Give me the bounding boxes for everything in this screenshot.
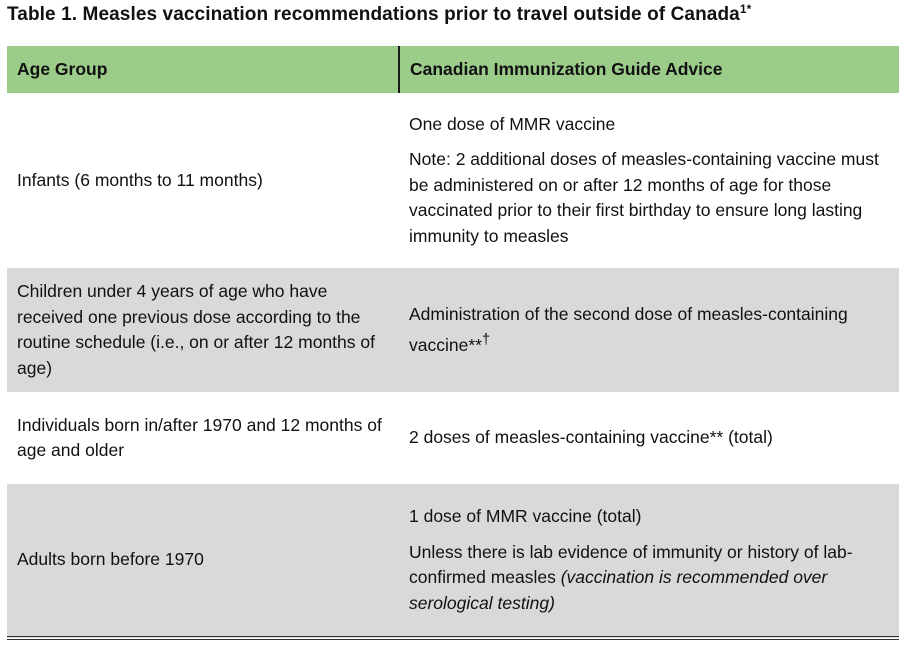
age-group-cell: Children under 4 years of age who have received one previous dose according to the routine schedule (i.e., on or after 12 months of age) xyxy=(7,268,399,392)
advice-note: Note: 2 additional doses of measles-containing vaccine must be administered on or after 12 months of age for those vaccinated prior to their first birthday to ensure long lasting immunity to measles xyxy=(409,149,879,246)
advice-text: One dose of MMR vaccine xyxy=(409,113,616,134)
advice-note xyxy=(409,540,889,617)
advice-cell xyxy=(399,484,899,638)
advice-note-italic: (vaccination is recommended over serological testing) xyxy=(409,567,828,613)
advice-note-main: Unless there is lab evidence of immunity or history of lab-confirmed measles xyxy=(409,541,853,587)
header-guide-advice: Canadian Immunization Guide Advice xyxy=(399,46,899,93)
advice-text: 2 doses of measles-containing vaccine** (total) xyxy=(409,427,773,448)
header-age-group: Age Group xyxy=(7,46,399,93)
advice-footnote-mark: † xyxy=(481,331,491,348)
advice-text xyxy=(409,302,889,358)
table-row xyxy=(7,392,899,484)
age-group-cell: Infants (6 months to 11 months) xyxy=(17,169,263,190)
age-group-cell: Adults born before 1970 xyxy=(7,484,399,638)
table-title xyxy=(7,4,751,26)
advice-text-main: Administration of the second dose of measles-containing vaccine** xyxy=(409,304,848,355)
table-title-superscript: 1* xyxy=(739,2,752,16)
advice-cell xyxy=(399,268,899,392)
table-row xyxy=(7,484,899,638)
table-row xyxy=(7,93,899,268)
advice-text: 1 dose of MMR vaccine (total) xyxy=(409,506,642,526)
table-row xyxy=(7,268,899,392)
table-title-text: Table 1. Measles vaccination recommendations prior to travel outside of Canada xyxy=(7,4,740,25)
advice-cell xyxy=(399,93,899,268)
age-group-cell: Individuals born in/after 1970 and 12 months of age and older xyxy=(17,414,382,460)
advice-cell xyxy=(399,392,899,484)
measles-recommendations-table xyxy=(7,46,899,640)
table-header-row xyxy=(7,46,899,93)
